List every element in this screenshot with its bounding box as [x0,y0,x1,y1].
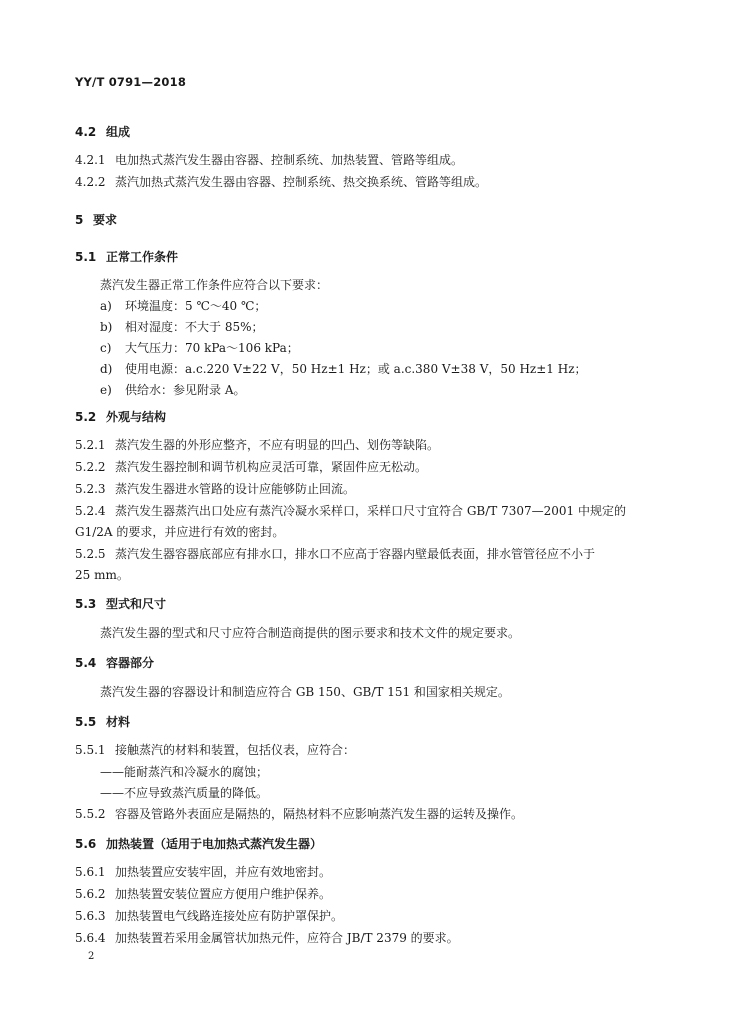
clause-number: 5.6.1 [75,865,106,879]
clause-number: 5.2.4 [75,504,106,518]
clause-text: 电加热式蒸汽发生器由容器、控制系统、加热装置、管路等组成。 [115,153,464,167]
section-title: 外观与结构 [106,410,167,424]
clause-number: 5.6.4 [75,931,106,945]
list-text: 大气压力：70 kPa～106 kPa； [125,341,299,355]
list-label: b) [100,320,113,334]
dash-text: ——不应导致蒸汽质量的降低。 [100,786,269,800]
clause-number: 5.5.1 [75,743,106,757]
section-number: 5.6 [75,837,97,851]
section-title: 正常工作条件 [106,250,179,264]
paragraph-text: 蒸汽发生器的型式和尺寸应符合制造商提供的图示要求和技术文件的规定要求。 [100,626,521,640]
clause-text: 蒸汽发生器容器底部应有排水口，排水口不应高于容器内壁最低表面，排水管管径应不小于 [115,547,596,561]
section-number: 5.2 [75,410,97,424]
section-number: 5.3 [75,597,97,611]
clause-number: 5.2.2 [75,460,106,474]
clause-text: 加热装置应安装牢固，并应有效地密封。 [115,865,332,879]
clause-text: 蒸汽发生器蒸汽出口处应有蒸汽冷凝水采样口，采样口尺寸宜符合 GB/T 7307—2001 中规定的 [115,504,626,518]
paragraph-text: 蒸汽发生器正常工作条件应符合以下要求： [100,278,329,292]
clause-number: 4.2.1 [75,153,106,167]
dash-text: ——能耐蒸汽和冷凝水的腐蚀； [100,765,269,779]
section-number: 5.1 [75,250,97,264]
clause-text: 蒸汽加热式蒸汽发生器由容器、控制系统、热交换系统、管路等组成。 [115,175,488,189]
page-number: 2 [88,951,95,962]
paragraph-text: 蒸汽发生器的容器设计和制造应符合 GB 150、GB/T 151 和国家相关规定。 [100,685,510,699]
clause-number: 4.2.2 [75,175,106,189]
list-text: 使用电源：a.c.220 V±22 V，50 Hz±1 Hz；或 a.c.380 V±38 V，50 Hz±1 Hz； [125,362,587,376]
list-label: a) [100,299,112,313]
section-title: 组成 [106,125,131,139]
clause-text: 接触蒸汽的材料和装置，包括仪表，应符合： [115,743,356,757]
clause-text: 蒸汽发生器控制和调节机构应灵活可靠，紧固件应无松动。 [115,460,428,474]
clause-text: 加热装置安装位置应方便用户维护保养。 [115,887,332,901]
clause-number: 5.2.3 [75,482,106,496]
clause-number: 5.6.2 [75,887,106,901]
list-label: d) [100,362,113,376]
section-number: 5 [75,213,84,227]
clause-number: 5.2.1 [75,438,106,452]
section-number: 5.4 [75,656,97,670]
clause-text: G1/2A 的要求，并应进行有效的密封。 [75,525,285,539]
section-number: 5.5 [75,715,97,729]
list-text: 供给水：参见附录 A。 [125,383,246,397]
list-label: e) [100,383,112,397]
section-title: 加热装置（适用于电加热式蒸汽发生器） [106,837,323,851]
clause-text: 加热装置电气线路连接处应有防护罩保护。 [115,909,344,923]
list-text: 相对湿度：不大于 85%； [125,320,264,334]
list-label: c) [100,341,112,355]
section-title: 容器部分 [106,656,155,670]
document-code: YY/T 0791—2018 [75,75,187,89]
section-title: 材料 [106,715,131,729]
clause-number: 5.2.5 [75,547,106,561]
clause-text: 蒸汽发生器进水管路的设计应能够防止回流。 [115,482,356,496]
clause-text: 25 mm。 [75,568,129,582]
clause-text: 加热装置若采用金属管状加热元件，应符合 JB/T 2379 的要求。 [115,931,459,945]
clause-text: 蒸汽发生器的外形应整齐，不应有明显的凹凸、划伤等缺陷。 [115,438,440,452]
section-title: 型式和尺寸 [106,597,167,611]
section-number: 4.2 [75,125,97,139]
clause-number: 5.6.3 [75,909,106,923]
section-title: 要求 [93,213,118,227]
list-text: 环境温度：5 ℃～40 ℃； [125,299,267,313]
clause-text: 容器及管路外表面应是隔热的，隔热材料不应影响蒸汽发生器的运转及操作。 [115,807,524,821]
clause-number: 5.5.2 [75,807,106,821]
